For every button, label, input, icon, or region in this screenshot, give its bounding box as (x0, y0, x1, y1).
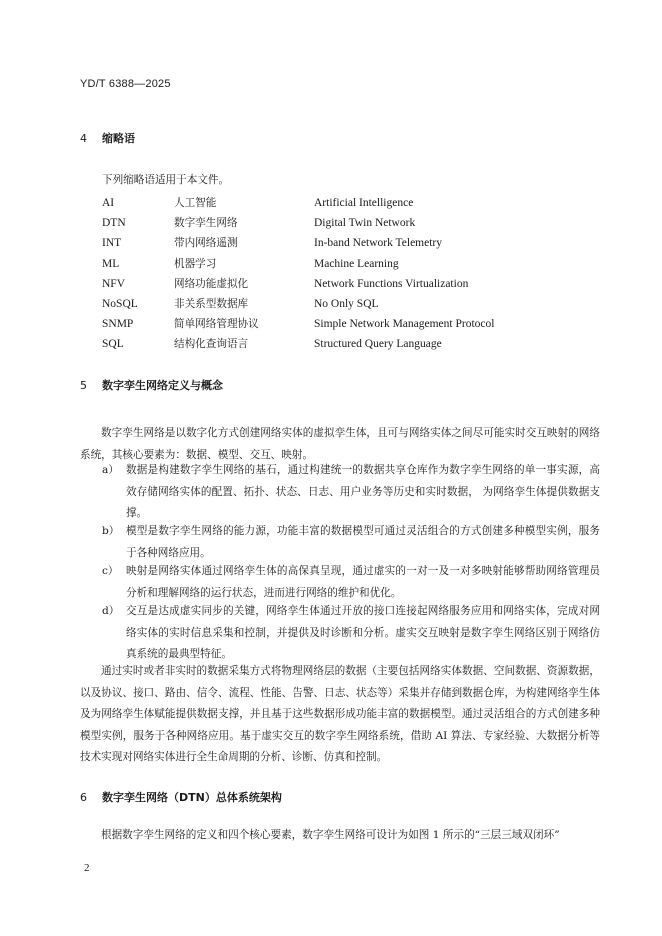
section-number: 6 (80, 791, 87, 804)
abbr-english: Structured Query Language (314, 338, 442, 351)
section-title: 数字孪生网络定义与概念 (102, 379, 223, 392)
abbr-term: NoSQL (102, 297, 138, 310)
section-number: 5 (80, 379, 87, 392)
abbr-english: Simple Network Management Protocol (314, 318, 495, 331)
list-marker: a） (102, 464, 119, 476)
abbr-english: Network Functions Virtualization (314, 277, 469, 290)
list-marker: d） (102, 605, 120, 617)
list-item (80, 561, 600, 604)
abbr-chinese: 机器学习 (174, 257, 217, 270)
document-code: YD/T 6388—2025 (80, 78, 171, 90)
section-5-closing: 通过实时或者非实时的数据采集方式将物理网络层的数据（主要包括网络实体数据、空间数据、资源数据，以及协议、接口、路由、信令、流程、性能、告警、日志、状态等）采集并存储到数据仓库，为构建网络孪生体及为网络孪生体赋能提供数据支撑，并且基于这些数据形成功能丰富的数据模型。通过灵活组合的方式创建多种模型实例，服务于各种网络应用。基于虚实交互的数字孪生网络系统，借助 AI 算法、专家经验、大数据分析等技术实现对网络实体进行全生命周期的分析、诊断、仿真和控制。 (80, 665, 600, 763)
list-marker: b） (102, 525, 120, 537)
abbr-chinese: 简单网络管理协议 (174, 318, 259, 331)
abbr-term: NFV (102, 277, 126, 290)
list-item (80, 521, 600, 564)
list-item-text: 映射是网络实体通过网络孪生体的高保真呈现，通过虚实的一对一及一对多映射能够帮助网络管理员分析和理解网络的运行状态，进而进行网络的维护和优化。 (126, 565, 600, 599)
page-number: 2 (84, 862, 90, 874)
section-5-intro: 数字孪生网络是以数字化方式创建网络实体的虚拟孪生体，且可与网络实体之间尽可能实时交互映射的网络系统，其核心要素为：数据、模型、交互、映射。 (80, 427, 600, 461)
abbr-chinese: 网络功能虚拟化 (174, 277, 249, 290)
section-number: 4 (80, 132, 87, 145)
abbr-chinese: 结构化查询语言 (174, 338, 249, 351)
abbreviations-intro: 下列缩略语适用于本文件。 (102, 174, 230, 186)
abbr-english: In-band Network Telemetry (314, 237, 442, 250)
abbr-term: ML (102, 257, 120, 270)
section-6-heading (80, 789, 282, 805)
section-title: 数字孪生网络（DTN）总体系统架构 (102, 791, 282, 804)
abbr-chinese: 数字孪生网络 (174, 217, 238, 230)
abbr-term: DTN (102, 217, 126, 230)
abbr-chinese: 人工智能 (174, 197, 217, 209)
list-marker: c） (102, 565, 119, 577)
abbr-english: Machine Learning (314, 257, 399, 270)
abbr-english: No Only SQL (314, 297, 379, 310)
abbr-chinese: 非关系型数据库 (174, 297, 249, 310)
section-title: 缩略语 (102, 132, 135, 145)
list-item-text: 数据是构建数字孪生网络的基石，通过构建统一的数据共享仓库作为数字孪生网络的单一事实源，高效存储网络实体的配置、拓扑、状态、日志、用户业务等历史和实时数据， 为网络孪生体提供数据支撑。 (126, 464, 600, 519)
section-5-heading (80, 377, 223, 393)
abbr-english: Digital Twin Network (314, 217, 416, 230)
abbr-term: AI (102, 197, 115, 209)
list-item-text: 模型是数字孪生网络的能力源，功能丰富的数据模型可通过灵活组合的方式创建多种模型实例，服务于各种网络应用。 (126, 525, 600, 559)
abbr-english: Artificial Intelligence (314, 197, 414, 209)
abbr-term: SNMP (102, 318, 134, 331)
abbr-chinese: 带内网络遥测 (174, 237, 238, 250)
list-item (80, 601, 600, 666)
abbr-term: SQL (102, 338, 124, 351)
abbr-term: INT (102, 237, 122, 250)
section-4-heading (80, 130, 135, 146)
list-item-text: 交互是达成虚实同步的关键，网络孪生体通过开放的接口连接起网络服务应用和网络实体，完成对网络实体的实时信息采集和控制，并提供及时诊断和分析。虚实交互映射是数字孪生网络区别于网络仿真系统的最典型特征。 (126, 605, 600, 660)
list-item (80, 460, 600, 525)
section-6-intro: 根据数字孪生网络的定义和四个核心要素，数字孪生网络可设计为如图 1 所示的“三层三域双闭环” (101, 829, 560, 841)
